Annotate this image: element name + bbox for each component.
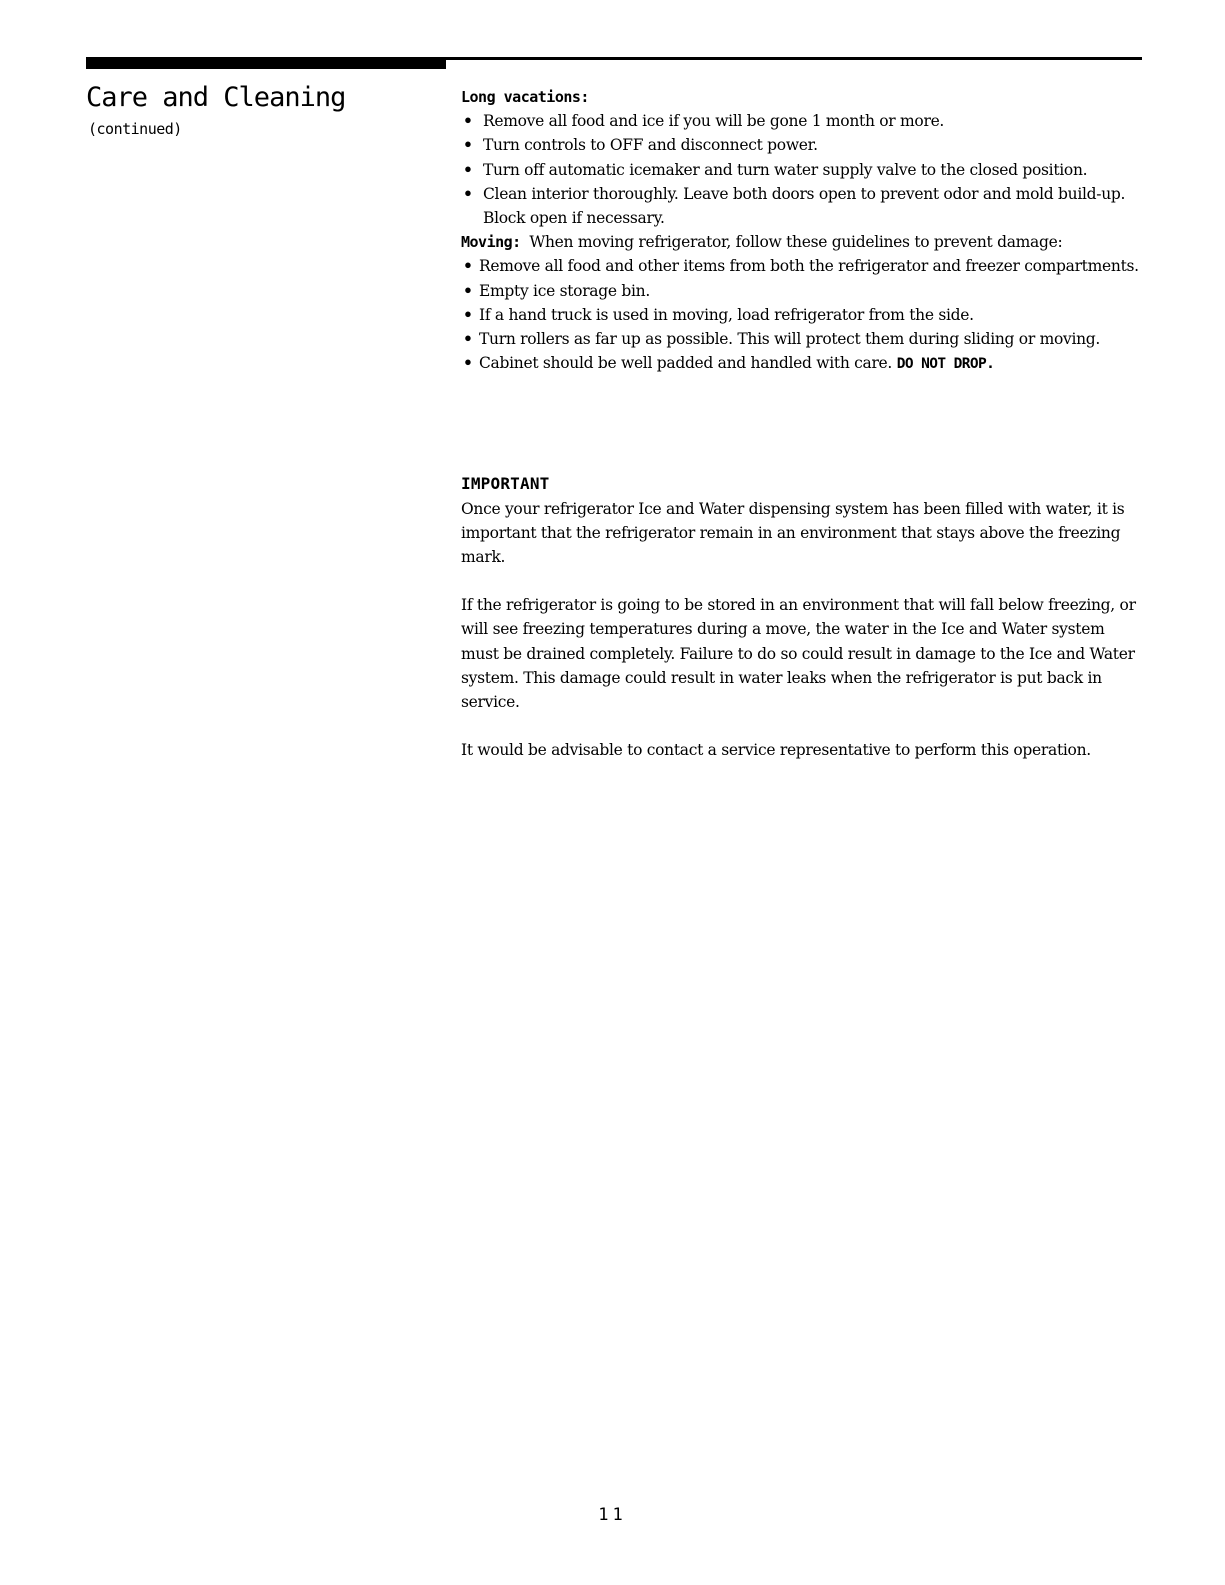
important-paragraph: Once your refrigerator Ice and Water dispensing system has been filled with water, it is important that the refrigerator remain in an environment that stays above the freezing mark. <box>461 499 1125 567</box>
important-section <box>461 472 1146 762</box>
list-item: • If a hand truck is used in moving, load refrigerator from the side. <box>461 303 1146 327</box>
moving-intro-line <box>461 230 1146 254</box>
long-vacations-section <box>461 85 1146 230</box>
list-item: • Turn controls to OFF and disconnect power. <box>461 133 1146 157</box>
list-item-text: Cabinet should be well padded and handled with care. <box>479 354 893 373</box>
important-paragraph: If the refrigerator is going to be stored in an environment that will fall below freezing, or will see freezing temperatures during a move, the water in the Ice and Water system must be drained completely. Failure to do so could result in damage to the Ice and Water system. This damage could result in water leaks when the refrigerator is put back in service. <box>461 596 1136 712</box>
section-title: Care and Cleaning <box>86 82 346 113</box>
moving-heading: Moving: <box>461 233 521 252</box>
list-item: • Turn off automatic icemaker and turn water supply valve to the closed position. <box>461 158 1146 182</box>
long-vacations-heading: Long vacations: <box>461 88 589 106</box>
header-rule-thick <box>86 57 446 69</box>
header-rule-thin <box>446 57 1142 60</box>
section-subtitle: (continued) <box>88 120 182 138</box>
main-content <box>461 85 1146 762</box>
list-item: • Remove all food and other items from both the refrigerator and freezer compartments. <box>461 254 1146 278</box>
long-vacations-list <box>461 109 1146 230</box>
moving-section <box>461 230 1146 376</box>
moving-intro: When moving refrigerator, follow these guidelines to prevent damage: <box>529 233 1063 252</box>
list-item <box>461 351 1146 376</box>
moving-list <box>461 254 1146 376</box>
list-item: • Clean interior thoroughly. Leave both doors open to prevent odor and mold build-up. Block open if necessary. <box>461 182 1146 230</box>
list-item: • Turn rollers as far up as possible. This will protect them during sliding or moving. <box>461 327 1146 351</box>
do-not-drop-warning: DO NOT DROP. <box>896 356 995 373</box>
list-item: • Empty ice storage bin. <box>461 279 1146 303</box>
important-paragraph: It would be advisable to contact a service representative to perform this operation. <box>461 741 1091 760</box>
list-item: • Remove all food and ice if you will be gone 1 month or more. <box>461 109 1146 133</box>
page-number: 11 <box>598 1505 627 1525</box>
important-title: IMPORTANT <box>461 474 550 494</box>
